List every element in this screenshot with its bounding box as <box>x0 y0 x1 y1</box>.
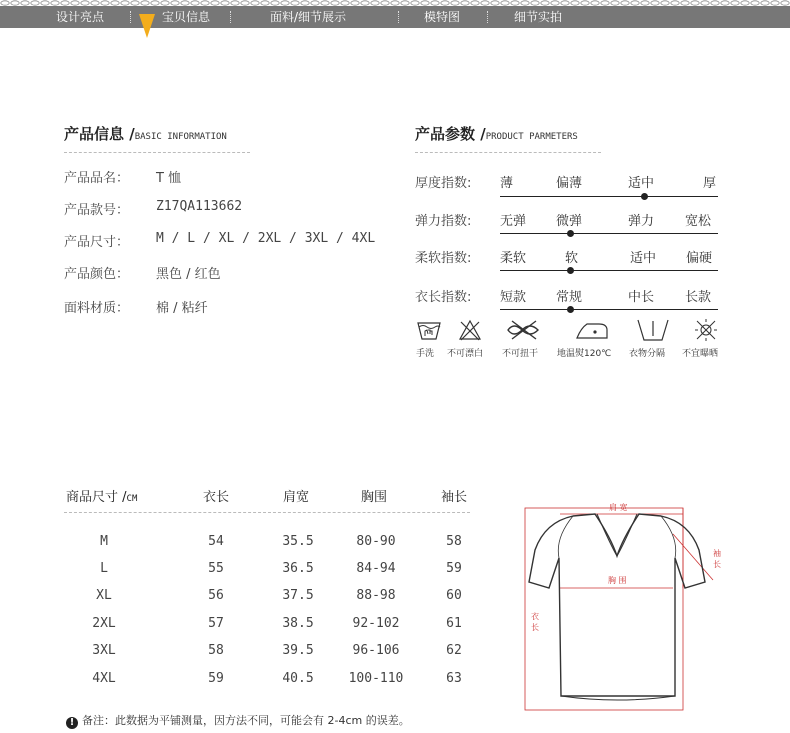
size-cell: M <box>100 534 108 549</box>
measure-cell: 55 <box>208 561 224 576</box>
nav-separator <box>130 11 131 23</box>
measure-cell: 100-110 <box>348 671 404 686</box>
info-label: 产品款号： <box>64 203 130 218</box>
size-cell: 4XL <box>92 671 116 686</box>
size-table-title-text: 商品尺寸 <box>66 490 119 505</box>
care-label: 地温熨120℃ <box>557 349 612 359</box>
care-label: 衣物分隔 <box>629 349 666 359</box>
chest-label: 胸 围 <box>608 576 627 585</box>
exclamation-icon: ! <box>66 717 78 729</box>
tshirt-outline <box>529 514 705 696</box>
info-label: 面料材质： <box>64 301 130 316</box>
param-option: 常规 <box>556 290 583 305</box>
measure-cell: 59 <box>446 561 462 576</box>
measure-cell: 59 <box>208 671 224 686</box>
product-params-subtitle: PRODUCT PARMETERS <box>485 132 578 142</box>
shoulder-label: 肩 宽 <box>609 503 628 512</box>
col-header-length: 衣长 <box>203 490 230 505</box>
info-value-sizes: M / L / XL / 2XL / 3XL / 4XL <box>156 231 376 246</box>
no-bleach-icon <box>458 319 482 341</box>
info-label: 产品颜色： <box>64 267 130 282</box>
param-option: 微弹 <box>556 214 583 229</box>
product-params-title: 产品参数 /PRODUCT PARMETERS <box>415 125 578 143</box>
measure-cell: 92-102 <box>352 616 400 631</box>
param-option: 厚 <box>703 176 717 191</box>
no-wring-icon <box>504 320 544 340</box>
product-info-title: 产品信息 /BASIC INFORMATION <box>64 125 227 143</box>
tshirt-diagram <box>515 498 730 712</box>
care-label: 不可扭干 <box>502 349 539 359</box>
param-label: 厚度指数: <box>415 176 472 191</box>
size-cell: L <box>100 561 108 576</box>
size-table-unit: CM <box>126 494 138 504</box>
hand-wash-icon <box>416 319 442 341</box>
measure-cell: 58 <box>446 534 462 549</box>
param-option: 短款 <box>500 290 527 305</box>
nav-separator <box>398 11 399 23</box>
param-scale-line <box>500 270 718 271</box>
info-value-style: Z17QA113662 <box>156 199 243 214</box>
col-header-sleeve: 袖长 <box>441 490 468 505</box>
measure-cell: 38.5 <box>282 616 314 631</box>
info-label: 产品尺寸： <box>64 235 130 250</box>
measure-cell: 57 <box>208 616 224 631</box>
param-option: 适中 <box>630 251 657 266</box>
divider <box>64 152 250 153</box>
sleeve-label: 袖 长 <box>713 549 721 569</box>
measure-cell: 39.5 <box>282 643 314 658</box>
tshirt-collar <box>597 514 637 556</box>
measure-cell: 84-94 <box>356 561 396 576</box>
param-option: 柔软 <box>500 251 527 266</box>
active-tab-indicator <box>139 14 155 38</box>
info-value-material: 棉 / 粘纤 <box>156 301 208 316</box>
nav-tab-product-info[interactable]: 宝贝信息 <box>162 10 211 24</box>
nav-tab-design[interactable]: 设计亮点 <box>56 10 105 24</box>
param-label: 柔软指数: <box>415 251 472 266</box>
measure-cell: 40.5 <box>282 671 314 686</box>
divider <box>64 512 470 513</box>
param-selected-dot <box>567 230 574 237</box>
care-label: 不可漂白 <box>447 349 484 359</box>
measure-cell: 56 <box>208 588 224 603</box>
param-scale-line <box>500 233 718 234</box>
tshirt-sleeve-seams <box>558 516 675 558</box>
col-header-shoulder: 肩宽 <box>283 490 310 505</box>
measure-cell: 80-90 <box>356 534 396 549</box>
measure-cell: 58 <box>208 643 224 658</box>
nav-bar <box>0 6 790 28</box>
param-option: 薄 <box>500 176 514 191</box>
separate-wash-icon <box>636 318 670 342</box>
divider <box>415 152 601 153</box>
info-value-name: T 恤 <box>156 171 182 186</box>
param-option: 适中 <box>628 176 655 191</box>
measure-cell: 88-98 <box>356 588 396 603</box>
size-note-text: 备注：此数据为平铺测量，因方法不同，可能会有 2-4cm 的误差。 <box>82 714 410 727</box>
size-note <box>66 712 410 729</box>
sleeve-measure-diagonal <box>673 534 713 580</box>
no-sun-icon <box>694 318 718 342</box>
size-cell: 3XL <box>92 643 116 658</box>
param-option: 长款 <box>685 290 712 305</box>
nav-separator <box>230 11 231 23</box>
nav-tab-fabric[interactable]: 面料/细节展示 <box>270 10 347 24</box>
measure-cell: 37.5 <box>282 588 314 603</box>
param-option: 中长 <box>628 290 655 305</box>
size-cell: XL <box>96 588 112 603</box>
nav-tab-detail[interactable]: 细节实拍 <box>514 10 563 24</box>
param-selected-dot <box>567 306 574 313</box>
param-option: 软 <box>565 251 579 266</box>
measure-cell: 61 <box>446 616 462 631</box>
low-iron-icon <box>575 320 609 340</box>
size-table-title: 商品尺寸 /CM <box>66 490 138 505</box>
param-selected-dot <box>567 267 574 274</box>
nav-separator <box>487 11 488 23</box>
length-label: 衣 长 <box>531 612 539 632</box>
length-measure-box <box>525 508 683 710</box>
product-info-subtitle: BASIC INFORMATION <box>134 132 227 142</box>
measure-cell: 36.5 <box>282 561 314 576</box>
param-scale-line <box>500 196 718 197</box>
measure-cell: 35.5 <box>282 534 314 549</box>
info-label: 产品品名： <box>64 171 130 186</box>
care-label: 不宜曝晒 <box>682 349 719 359</box>
param-label: 衣长指数: <box>415 290 472 305</box>
measure-cell: 54 <box>208 534 224 549</box>
care-label: 手洗 <box>416 349 435 359</box>
measure-cell: 63 <box>446 671 462 686</box>
measure-cell: 60 <box>446 588 462 603</box>
info-value-colors: 黑色 / 红色 <box>156 267 221 282</box>
product-info-title-text: 产品信息 <box>64 125 125 143</box>
col-header-chest: 胸围 <box>361 490 388 505</box>
param-selected-dot <box>641 193 648 200</box>
measure-cell: 96-106 <box>352 643 400 658</box>
nav-tab-model[interactable]: 模特图 <box>424 10 461 24</box>
param-option: 弹力 <box>628 214 655 229</box>
size-cell: 2XL <box>92 616 116 631</box>
param-option: 偏薄 <box>556 176 583 191</box>
product-params-title-text: 产品参数 <box>415 125 476 143</box>
measure-cell: 62 <box>446 643 462 658</box>
param-scale-line <box>500 309 718 310</box>
param-option: 偏硬 <box>686 251 713 266</box>
param-option: 无弹 <box>500 214 527 229</box>
param-label: 弹力指数: <box>415 214 472 229</box>
param-option: 宽松 <box>685 214 712 229</box>
